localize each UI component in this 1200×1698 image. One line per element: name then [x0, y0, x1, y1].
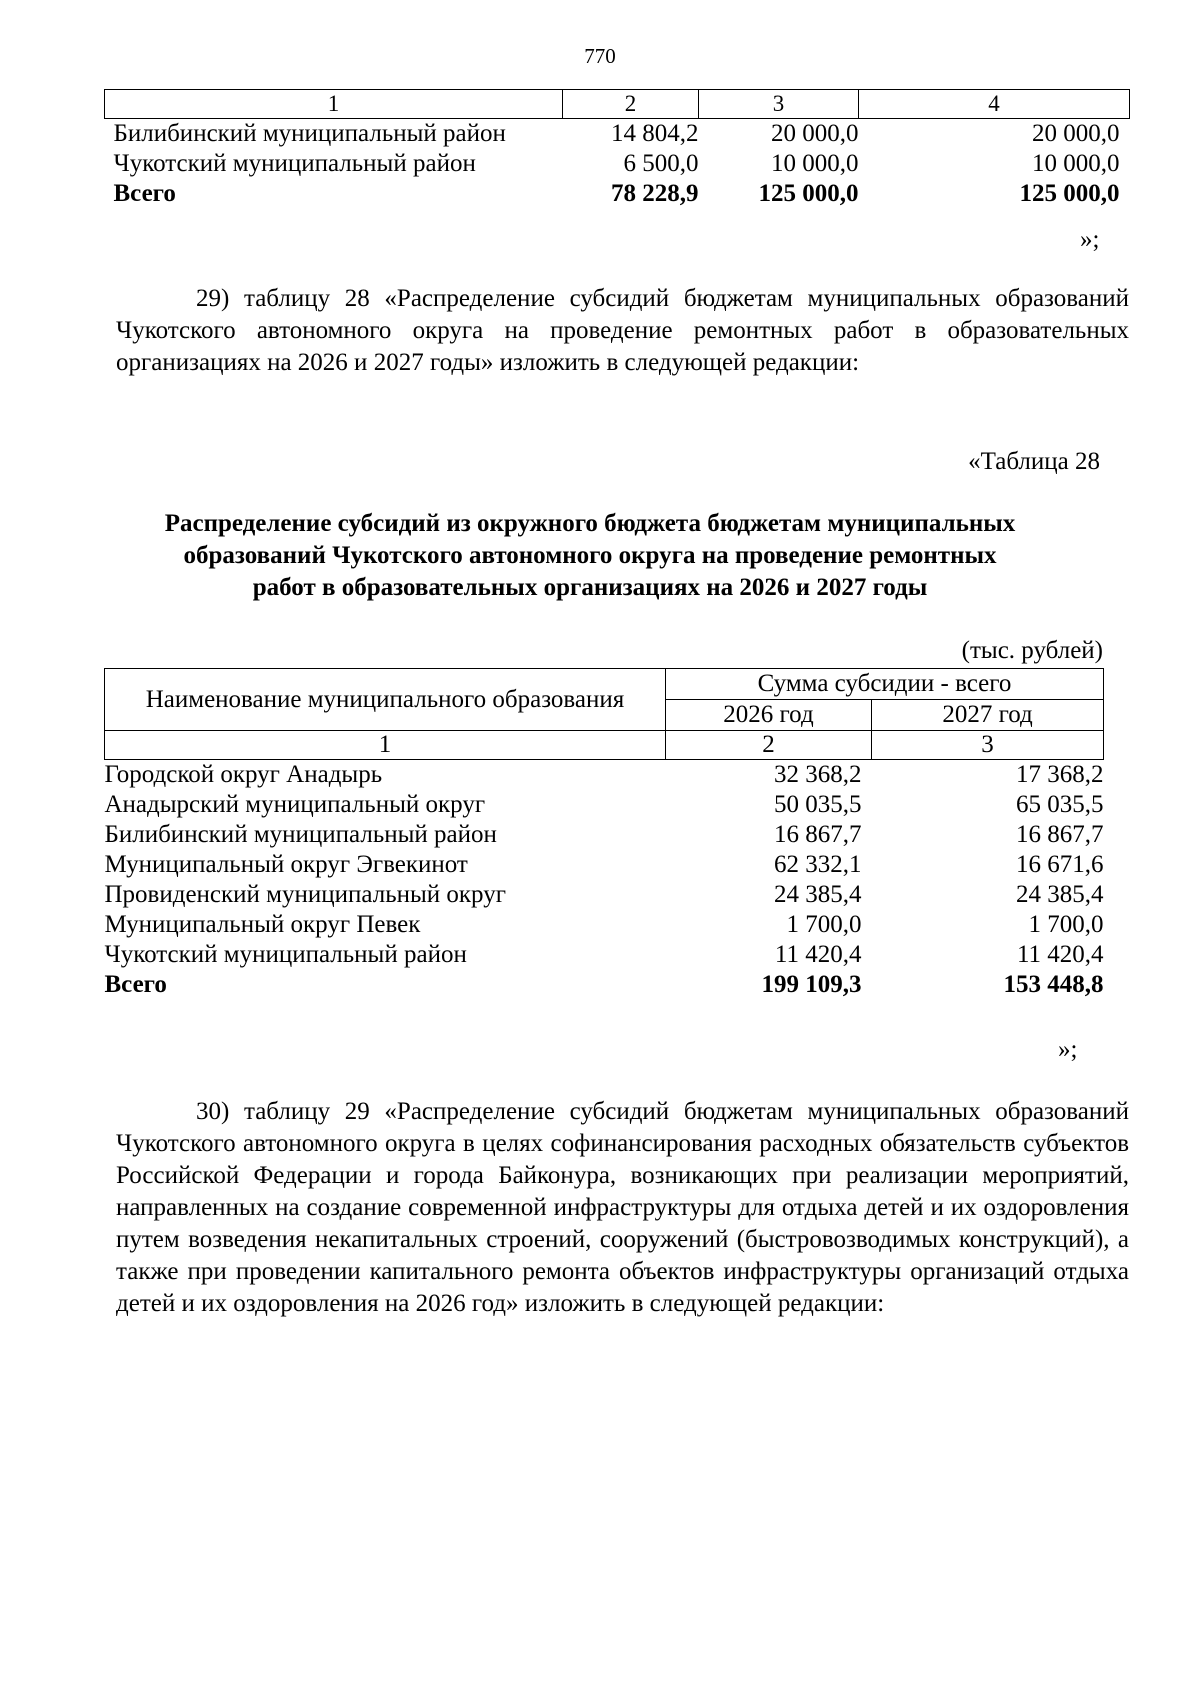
closing-quote: »;: [1058, 1036, 1078, 1063]
column-number: 2: [563, 90, 699, 119]
year-2026-header: 2026 год: [666, 700, 872, 731]
value-cell: 20 000,0: [771, 120, 859, 147]
municipality-name: Чукотский муниципальный район: [104, 941, 467, 968]
value-2026: 50 035,5: [774, 791, 862, 818]
value-cell: 10 000,0: [1032, 150, 1120, 177]
municipality-name: Муниципальный округ Певек: [104, 911, 421, 938]
value-2027: 65 035,5: [1016, 791, 1104, 818]
table-header-row: [105, 669, 1104, 700]
page-number: 770: [584, 44, 616, 68]
table-title-line: работ в образовательных организациях на 2026 и 2027 годы: [252, 574, 928, 601]
value-2027: 17 368,2: [1016, 761, 1104, 788]
value-2026: 62 332,1: [774, 851, 862, 878]
table-title-line: Распределение субсидий из окружного бюджета бюджетам муниципальных: [164, 510, 1016, 537]
table-title: [60, 508, 1120, 604]
value-cell: 6 500,0: [623, 150, 699, 177]
total-value: 125 000,0: [1019, 180, 1120, 207]
sum-column-header: Сумма субсидии - всего: [666, 669, 1104, 700]
value-2026: 16 867,7: [774, 821, 862, 848]
total-value-2026: 199 109,3: [761, 971, 862, 998]
table-row: [105, 940, 1104, 970]
closing-quote: »;: [1080, 226, 1100, 253]
paragraph-item-29: 29) таблицу 28 «Распределение субсидий бюджетам муниципальных образований Чукотского автономного округа на проведение ремонтных работ в образовательных организациях на 2026 и 2027 годы» изложить в следующей редакции:: [116, 285, 1129, 376]
previous-table-header-row: [105, 90, 1130, 119]
table-row: [105, 880, 1104, 910]
table-row: [105, 850, 1104, 880]
value-2026: 32 368,2: [774, 761, 862, 788]
municipality-name: Билибинский муниципальный район: [113, 120, 506, 147]
total-row: [105, 970, 1104, 1000]
total-value: 125 000,0: [758, 180, 859, 207]
value-2026: 1 700,0: [786, 911, 862, 938]
total-value: 78 228,9: [611, 180, 699, 207]
municipality-name: Провиденский муниципальный округ: [104, 881, 506, 908]
municipality-name: Чукотский муниципальный район: [113, 150, 476, 177]
table-title-line: образований Чукотского автономного округа на проведение ремонтных: [183, 542, 997, 569]
value-2026: 11 420,4: [774, 941, 862, 968]
total-value-2027: 153 448,8: [1003, 971, 1104, 998]
total-row: [105, 179, 1130, 209]
value-2027: 24 385,4: [1016, 881, 1104, 908]
subsidy-table: [104, 668, 1104, 1000]
column-number: 3: [872, 731, 1104, 760]
table-row: [105, 119, 1130, 150]
value-cell: 14 804,2: [611, 120, 699, 147]
table-row: [105, 760, 1104, 791]
municipality-name: Городской округ Анадырь: [104, 761, 383, 788]
value-cell: 10 000,0: [771, 150, 859, 177]
table-label: «Таблица 28: [968, 448, 1100, 475]
total-label: Всего: [104, 971, 167, 998]
municipality-name: Билибинский муниципальный район: [104, 821, 497, 848]
previous-table: [104, 89, 1130, 209]
value-2027: 11 420,4: [1016, 941, 1104, 968]
table-row: [105, 149, 1130, 179]
units-label: (тыс. рублей): [961, 637, 1103, 664]
municipality-column-header: Наименование муниципального образования: [105, 669, 666, 731]
paragraph-item-30: 30) таблицу 29 «Распределение субсидий бюджетам муниципальных образований Чукотского автономного округа в целях софинансирования расходных обязательств субъектов Российской Федерации и города Байконура, возникающих при реализации мероприятий, направленных на создание современной инфраструктуры для отдыха детей и их оздоровления путем возведения некапитальных строений, сооружений (быстровозводимых конструкций), а также при проведении капитального ремонта объектов инфраструктуры организаций отдыха детей и их оздоровления на 2026 год» изложить в следующей редакции:: [116, 1098, 1129, 1317]
value-2026: 24 385,4: [774, 881, 862, 908]
column-numbers-row: [105, 731, 1104, 760]
value-2027: 16 867,7: [1016, 821, 1104, 848]
table-row: [105, 820, 1104, 850]
column-number: 2: [666, 731, 872, 760]
column-number: 1: [105, 90, 563, 119]
value-cell: 20 000,0: [1032, 120, 1120, 147]
municipality-name: Анадырский муниципальный округ: [104, 791, 486, 818]
value-2027: 16 671,6: [1016, 851, 1104, 878]
value-2027: 1 700,0: [1028, 911, 1104, 938]
year-2027-header: 2027 год: [872, 700, 1104, 731]
table-row: [105, 790, 1104, 820]
municipality-name: Муниципальный округ Эгвекинот: [104, 851, 468, 878]
column-number: 4: [859, 90, 1130, 119]
column-number: 3: [699, 90, 859, 119]
total-label: Всего: [113, 180, 176, 207]
table-row: [105, 910, 1104, 940]
column-number: 1: [105, 731, 666, 760]
